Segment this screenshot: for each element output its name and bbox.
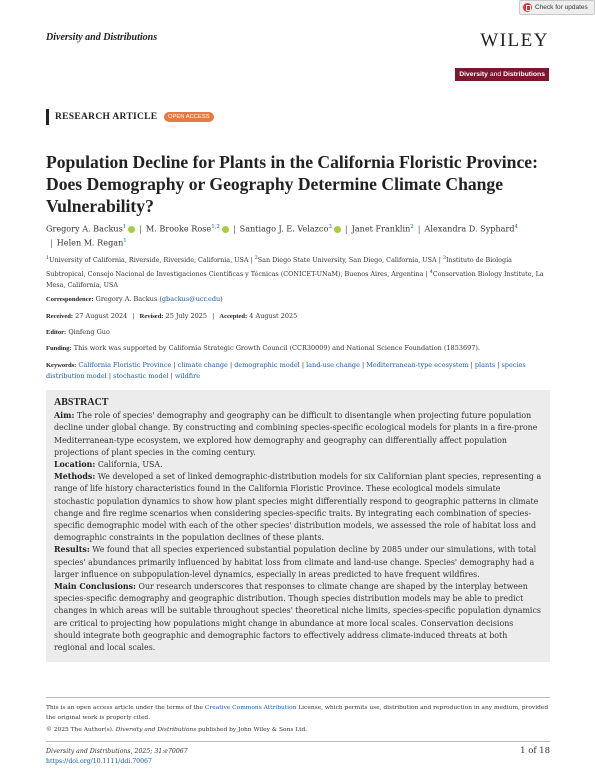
- author-affiliation-ref: 3: [328, 224, 332, 230]
- keyword-link[interactable]: Mediterranean-type ecosystem: [366, 361, 469, 369]
- author-name[interactable]: M. Brooke Rose: [146, 223, 212, 234]
- keyword-separator: |: [359, 361, 367, 369]
- accepted-date: 4 August 2025: [249, 312, 298, 320]
- affiliation-number: 1: [46, 256, 50, 261]
- badge-part: Diversity: [459, 71, 488, 78]
- footer-divider: [46, 697, 550, 698]
- copyright-journal: Diversity and Distributions: [115, 727, 197, 733]
- license-link[interactable]: Creative Commons Attribution: [204, 705, 297, 711]
- affiliation-number: 3: [442, 256, 446, 261]
- orcid-icon[interactable]: [222, 226, 229, 233]
- author-affiliation-ref: 1: [122, 224, 127, 230]
- author-separator: |: [139, 223, 142, 234]
- abstract-section: [54, 410, 542, 459]
- author-separator: |: [417, 223, 421, 234]
- copyright-text: © 2025 The Author(s).: [46, 727, 116, 733]
- affiliation-separator: |: [248, 256, 255, 265]
- license-text: This is an open access article under the terms of the: [46, 705, 205, 711]
- check-for-updates-button[interactable]: [519, 0, 595, 15]
- keyword-link[interactable]: California Floristic Province: [78, 361, 172, 369]
- abstract-section-text: Our research underscores that responses to climate change are shaped by the interplay between species-specific demography and geographic distribution. Though species distribution models may be able to predict changes in which areas will be suitable throughout species' theoretical niche limits, species-specific population dynamics are critical to projecting how populations might change in abundance at more local scales. Conservation decisions should integrate both geographic and demographic factors to effectively address climate-induced threats at both regional and local scales.: [54, 582, 541, 653]
- copyright: [46, 727, 307, 733]
- revised-label: Revised:: [139, 313, 164, 320]
- correspondence-label: Correspondence:: [46, 296, 94, 303]
- correspondence-name: Gregory A. Backus: [95, 295, 158, 303]
- keyword-link[interactable]: climate change: [177, 361, 228, 369]
- affiliation-text: Instituto de Biología Subtropical, Consejo Nacional de Investigaciones Científicas y Técnicas (CONICET-UNaM), Buenos Aires, Argentina: [46, 256, 512, 278]
- keyword-link[interactable]: demographic model: [234, 361, 300, 369]
- abstract-section-text: We developed a set of linked demographic-distribution models for six Californian plant species, representing a range of life history characteristics found in the California Floristic Province. These ecological models simulate stochastic population dynamics to show how plant species might differentially respond to geographic patterns in climate change and fire regime scenarios when considering species-specific traits. By integrating each combination of species-specific demographic model with each of the other species' distribution models, we assessed the role of habitat loss and demographic constraints in the population declines of these plants.: [54, 472, 542, 543]
- copyright-text: published by John Wiley & Sons Ltd.: [196, 727, 308, 733]
- abstract-section-label: Results:: [54, 545, 90, 555]
- journal-badge: [455, 68, 549, 81]
- keyword-separator: |: [299, 361, 307, 369]
- author-separator: |: [344, 223, 348, 234]
- author-affiliation-ref: 2: [410, 224, 414, 230]
- author-affiliation-ref: 4: [514, 224, 519, 230]
- article-dates: Received: 27 August 2024 | Revised: 25 July 2025 | Accepted: 4 August 2025: [46, 312, 298, 320]
- author-name[interactable]: Gregory A. Backus: [46, 223, 123, 234]
- author-name[interactable]: Helen M. Regan: [56, 237, 124, 248]
- keywords-label: Keywords:: [46, 362, 77, 369]
- keyword-separator: |: [227, 361, 235, 369]
- editor-name: Qinfeng Guo: [68, 328, 110, 336]
- received-date: 27 August 2024: [75, 312, 128, 320]
- author-name[interactable]: Alexandra D. Syphard: [424, 223, 515, 234]
- abstract-section: [54, 544, 542, 581]
- funding-label: Funding:: [46, 345, 72, 352]
- abstract-sections: [54, 410, 542, 654]
- publisher-logo: WILEY: [480, 30, 549, 51]
- license-text: License, which permits use, distribution and reproduction in any medium, provided the original work is properly cited.: [46, 705, 549, 721]
- abstract-section-label: Main Conclusions:: [54, 582, 136, 592]
- journal-name: Diversity and Distributions: [46, 32, 158, 43]
- author-separator: |: [50, 237, 53, 248]
- abstract-section: [54, 581, 542, 654]
- affiliation-separator: |: [423, 269, 430, 278]
- funding-text: This work was supported by California Strategic Growth Council (CCR30009) and National Science Foundation (1853697).: [73, 344, 480, 352]
- affiliation-separator: |: [436, 256, 443, 265]
- article-title: Population Decline for Plants in the California Floristic Province: Does Demography or Geography Determine Climate Change Vulnerability?: [46, 152, 538, 216]
- author-name[interactable]: Santiago J. E. Velazco: [239, 223, 329, 234]
- badge-part: and: [487, 71, 504, 78]
- abstract-section-label: Methods:: [54, 472, 96, 482]
- affiliation-text: Conservation Biology Institute, La Mesa, California, USA: [46, 269, 544, 290]
- keyword-link[interactable]: land-use change: [306, 361, 360, 369]
- abstract-section: [54, 459, 542, 471]
- keyword-link[interactable]: stochastic model: [113, 372, 169, 380]
- open-access-badge: OPEN ACCESS: [164, 112, 214, 122]
- affiliation-number: 4: [429, 269, 433, 275]
- abstract-box: [46, 390, 550, 662]
- page-number: 1 of 18: [520, 746, 550, 756]
- revised-date: 25 July 2025: [165, 312, 208, 320]
- abstract-section-label: Aim:: [54, 411, 75, 421]
- editor: [46, 327, 550, 338]
- citation-text: Diversity and Distributions, 2025; 31:e70067: [46, 748, 188, 755]
- license-notice: [46, 704, 550, 724]
- received-label: Received:: [46, 313, 74, 320]
- keywords: [46, 360, 550, 382]
- author-separator: |: [232, 223, 236, 234]
- orcid-icon[interactable]: [334, 226, 341, 233]
- article-type-bar: [46, 109, 49, 125]
- check-updates-label: Check for updates: [535, 4, 588, 11]
- keyword-separator: |: [495, 361, 502, 369]
- editor-label: Editor:: [46, 329, 67, 336]
- author-name[interactable]: Janet Franklin: [351, 223, 411, 234]
- affiliation-text: San Diego State University, San Diego, California, USA: [257, 256, 437, 265]
- author-affiliation-ref: 1: [123, 238, 127, 245]
- footer-divider: [46, 741, 550, 742]
- abstract-section-text: California, USA.: [97, 460, 163, 470]
- bookmark-icon: [523, 3, 532, 12]
- correspondence-email-link[interactable]: gbackus@ucr.edu: [161, 295, 221, 303]
- keyword-separator: |: [171, 361, 178, 369]
- abstract-section-text: We found that all species experienced substantial population decline by 2085 under our simulations, with total species' abundances primarily influenced by habitat loss from climate and land-use change. Species' demography had a larger influence on subpopulation-level dynamics, especially in areas predicted to have frequent wildfires.: [54, 545, 537, 579]
- abstract-heading: ABSTRACT: [54, 397, 109, 408]
- author-affiliation-ref: 1,2: [211, 224, 220, 230]
- keyword-separator: |: [106, 372, 114, 380]
- affiliation-number: 2: [254, 256, 258, 261]
- abstract-section: [54, 471, 542, 544]
- badge-part: Distributions: [503, 71, 545, 78]
- accepted-label: Accepted:: [219, 313, 248, 320]
- keyword-separator: |: [168, 372, 175, 380]
- citation: [46, 747, 188, 767]
- author-list: [46, 221, 550, 249]
- abstract-section-text: The role of species' demography and geography can be difficult to disentangle when projecting future population decline under global change. By constructing and combining species-specific ecological models for plants in a fire-prone Mediterranean-type ecosystem, we explored how demography and geography can differentially affect population projections of plant species in the coming century.: [54, 411, 538, 457]
- keyword-link[interactable]: wildfire: [174, 372, 201, 380]
- affiliation-text: University of California, Riverside, Riverside, California, USA: [49, 256, 249, 265]
- correspondence: Correspondence: Gregory A. Backus (gbackus@ucr.edu): [46, 295, 223, 303]
- funding: [46, 343, 550, 354]
- abstract-section-label: Location:: [54, 460, 96, 470]
- keyword-link[interactable]: species distribution model: [46, 361, 526, 380]
- doi-link[interactable]: https://doi.org/10.1111/ddi.70067: [46, 758, 152, 765]
- article-type: RESEARCH ARTICLE: [55, 112, 158, 122]
- affiliations: [46, 253, 550, 292]
- keyword-link[interactable]: plants: [474, 361, 496, 369]
- keyword-separator: |: [468, 361, 475, 369]
